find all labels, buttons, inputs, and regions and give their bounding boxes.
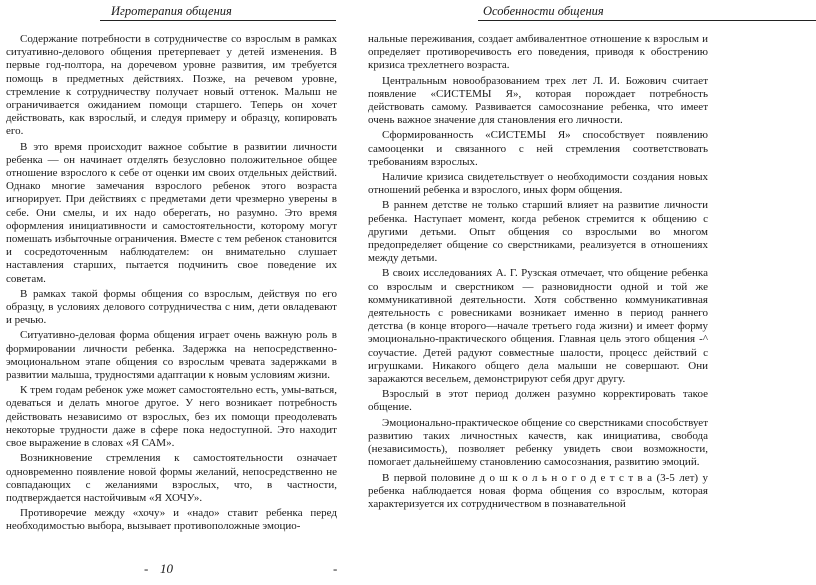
paragraph: В своих исследованиях А. Г. Рузская отмечает, что общение ребенка со взрослым и сверстником — разновидности одной и той же коммуникативной деятельности. Хотя собственно коммуникативная деятельность с ровесниками возникает именно в период раннего детства (в конце второго—начале третьего года жизни) и имеет форму эмоционально-практического общения. Главная цель этого общения -^ соучастие. Детей радуют совместные шалости, процесс действий с игрушками. Никакого общего дела малыши не совершают. Они заражаются весельем, демонстрируют себя друг другу. [368,267,708,386]
paragraph: В раннем детстве не только старший влияет на развитие личности ребенка. Наступает момент, когда ребенок стремится к общению с другими детьми. Опыт общения со взрослыми во многом предопределяет общение со сверстниками, реализуется в отношениях между детьми. [368,199,708,265]
paragraph-continued: нальные переживания, создает амбивалентное отношение к взрослым и определяет противоречивость его поведения, приводя к обострению кризиса трехлетнего возраста. [368,33,708,72]
right-text-column [368,33,708,585]
paragraph: К трем годам ребенок уже может самостоятельно есть, умы-ваться, одеваться и делать многое другое. У него возникает потребность действовать независимо от взрослых, без их помощи преодолевать некоторые трудности даже в сфере пока недоступной. Это находит свое выражение в словах «Я САМ». [6,384,337,450]
paragraph: Ситуативно-деловая форма общения играет очень важную роль в формировании личности ребенка. Задержка на непосредственно-эмоциональном этапе общения со взрослым чревата задержками в развитии малыша, трудностями адаптации к новым условиям жизни. [6,329,337,382]
paragraph: В первой половине д о ш к о л ь н о г о д е т с т в а (3-5 лет) у ребенка наблюдается новая форма общения со взрослым, которая характеризуется их сотрудничеством в познавательной [368,471,708,510]
paragraph: В рамках такой формы общения со взрослым, действуя по его образцу, в условиях делового сотрудничества с ним, дети овладевают и речью. [6,287,337,327]
paragraph: Сформированность «СИСТЕМЫ Я» способствует появлению самооценки и связанного с ней стремления соответствовать требованиям взрослых. [368,129,708,168]
paragraph: Содержание потребности в сотрудничестве со взрослым в рамках ситуативно-делового общения претерпевает у детей изменения. В первые год-полтора, на доречевом уровне развития, им требуется помощь в предметных действиях. Позже, на речевом уровне, стремление к сотрудничеству получает новый оттенок. Малыш не ограничивается ожиданием помощи старшего. Теперь он хочет действовать, как взрослый, и следуя примеру и образцу, копировать его. [6,33,337,138]
folio-dash-left: - [144,561,149,576]
paragraph: Центральным новообразованием трех лет Л. И. Божович считает появление «СИСТЕМЫ Я», которая порождает потребность действовать самому. Развивается самосознание ребенка, что имеет очень важное значение для становления его личности. [368,74,708,127]
page-number: 10 [160,561,173,576]
running-header-right: Особенности общения [483,4,604,18]
header-rule-left [100,20,336,21]
paragraph: Взрослый в этот период должен разумно корректировать такое общение. [368,388,708,414]
folio-dash-right: - [333,561,338,576]
paragraph: Противоречие между «хочу» и «надо» ставит ребенка перед необходимостью выбора, вызывает противоположные эмоцио- [6,507,337,533]
running-header-left: Игротерапия общения [111,4,232,18]
paragraph: Возникновение стремления к самостоятельности означает одновременно появление новой формы желаний, непосредственно не совпадающих с желаниями взрослых, что, в частности, подтверждается настойчивым «Я ХОЧУ». [6,452,337,504]
left-text-column [6,33,337,555]
header-rule-right [478,20,816,21]
paragraph: В это время происходит важное событие в развитии личности ребенка — он начинает отделять безусловно положительное общее отношение взрослого к себе от оценки им своих отдельных действий. Однако многие замечания взрослого ребенок этого возраста игнорирует. При действиях с предметами дети чрезмерно уверены в себе. Они смелы, и их надо оберегать, но разумно. Это время оформления инициативности и самостоятельности, которому могут помешать избыточные ограничения. Вместе с тем ребенок становится и сосредоточенным наблюдателем: он внимательно слушает наставления старших, пытается подчинить свое поведение их советам. [6,140,337,285]
paragraph: Наличие кризиса свидетельствует о необходимости создания новых отношений ребенка и взрослого, иных форм общения. [368,171,708,197]
paragraph: Эмоционально-практическое общение со сверстниками способствует развитию таких личностных качеств, как инициатива, свобода (независимость), позволяет ребенку увидеть свои возможности, помогает дальнейшему становлению самосознания, развитию эмоций. [368,416,708,469]
